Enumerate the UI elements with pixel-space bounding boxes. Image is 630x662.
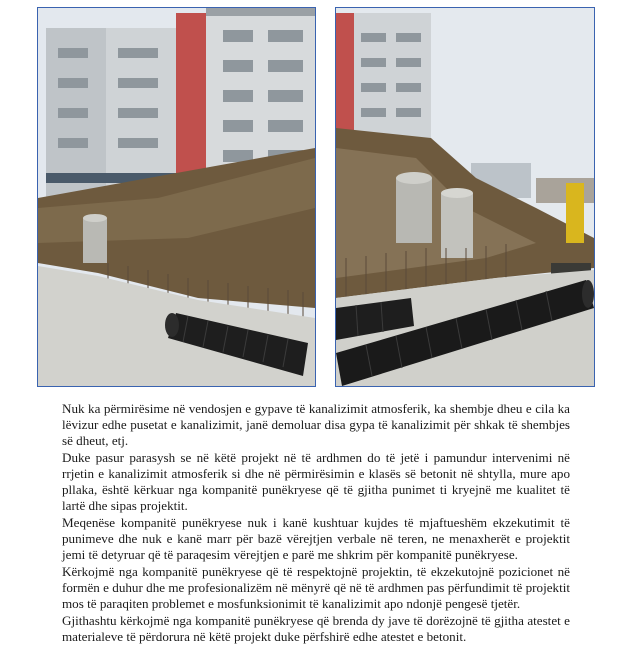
paragraph-4: Kërkojmë nga kompanitë punëkryese që të respektojnë projektin, të ekzekutojnë pozicionet në formën e duhur dhe me profesionalizëm në mënyrë që në të ardhmen pas përfundimit të projektit mos të paraqiten problemet e mosfunksionimit të kanalizimit apo ndonjë pengesë tjetër.: [62, 564, 570, 611]
paragraph-2: Duke pasur parasysh se në këtë projekt në të ardhmen do të jetë i pamundur intervenimi në rrjetin e kanalizimit atmosferik si dhe në përmirësimin e klasës së betonit në shtylla, mure apo pllaka, është kërkuar nga kompanitë punëkryese që të gjitha punimet ti kryejnë me kualitet të lartë dhe sipas projektit.: [62, 450, 570, 513]
paragraph-3: Meqenëse kompanitë punëkryese nuk i kanë kushtuar kujdes të mjaftueshëm ekzekutimit të punimeve dhe nuk e kanë marr për bazë vërejtjen verbale në teren, ne menaxherët e projektit jemi të detyruar që të paraqesim vërejtjen e parë me shkrim për kompanitë punëkryese.: [62, 515, 570, 562]
report-body-text: [62, 401, 570, 646]
construction-photo-left-image: [38, 8, 315, 386]
construction-photo-right-image: [336, 8, 594, 386]
construction-photo-right: [335, 7, 595, 387]
paragraph-5: Gjithashtu kërkojmë nga kompanitë punëkryese që brenda dy jave të dorëzojnë të gjitha atestet e materialeve të përdorura në këtë projekt duke përfshirë edhe atestet e betonit.: [62, 613, 570, 644]
construction-photo-left: [37, 7, 316, 387]
paragraph-1: Nuk ka përmirësime në vendosjen e gypave të kanalizimit atmosferik, ka shembje dheu e cila ka lëvizur edhe pusetat e kanalizimit, janë demoluar disa gypa të kanalizimit për shkak të shembjes së dheut, etj.: [62, 401, 570, 448]
